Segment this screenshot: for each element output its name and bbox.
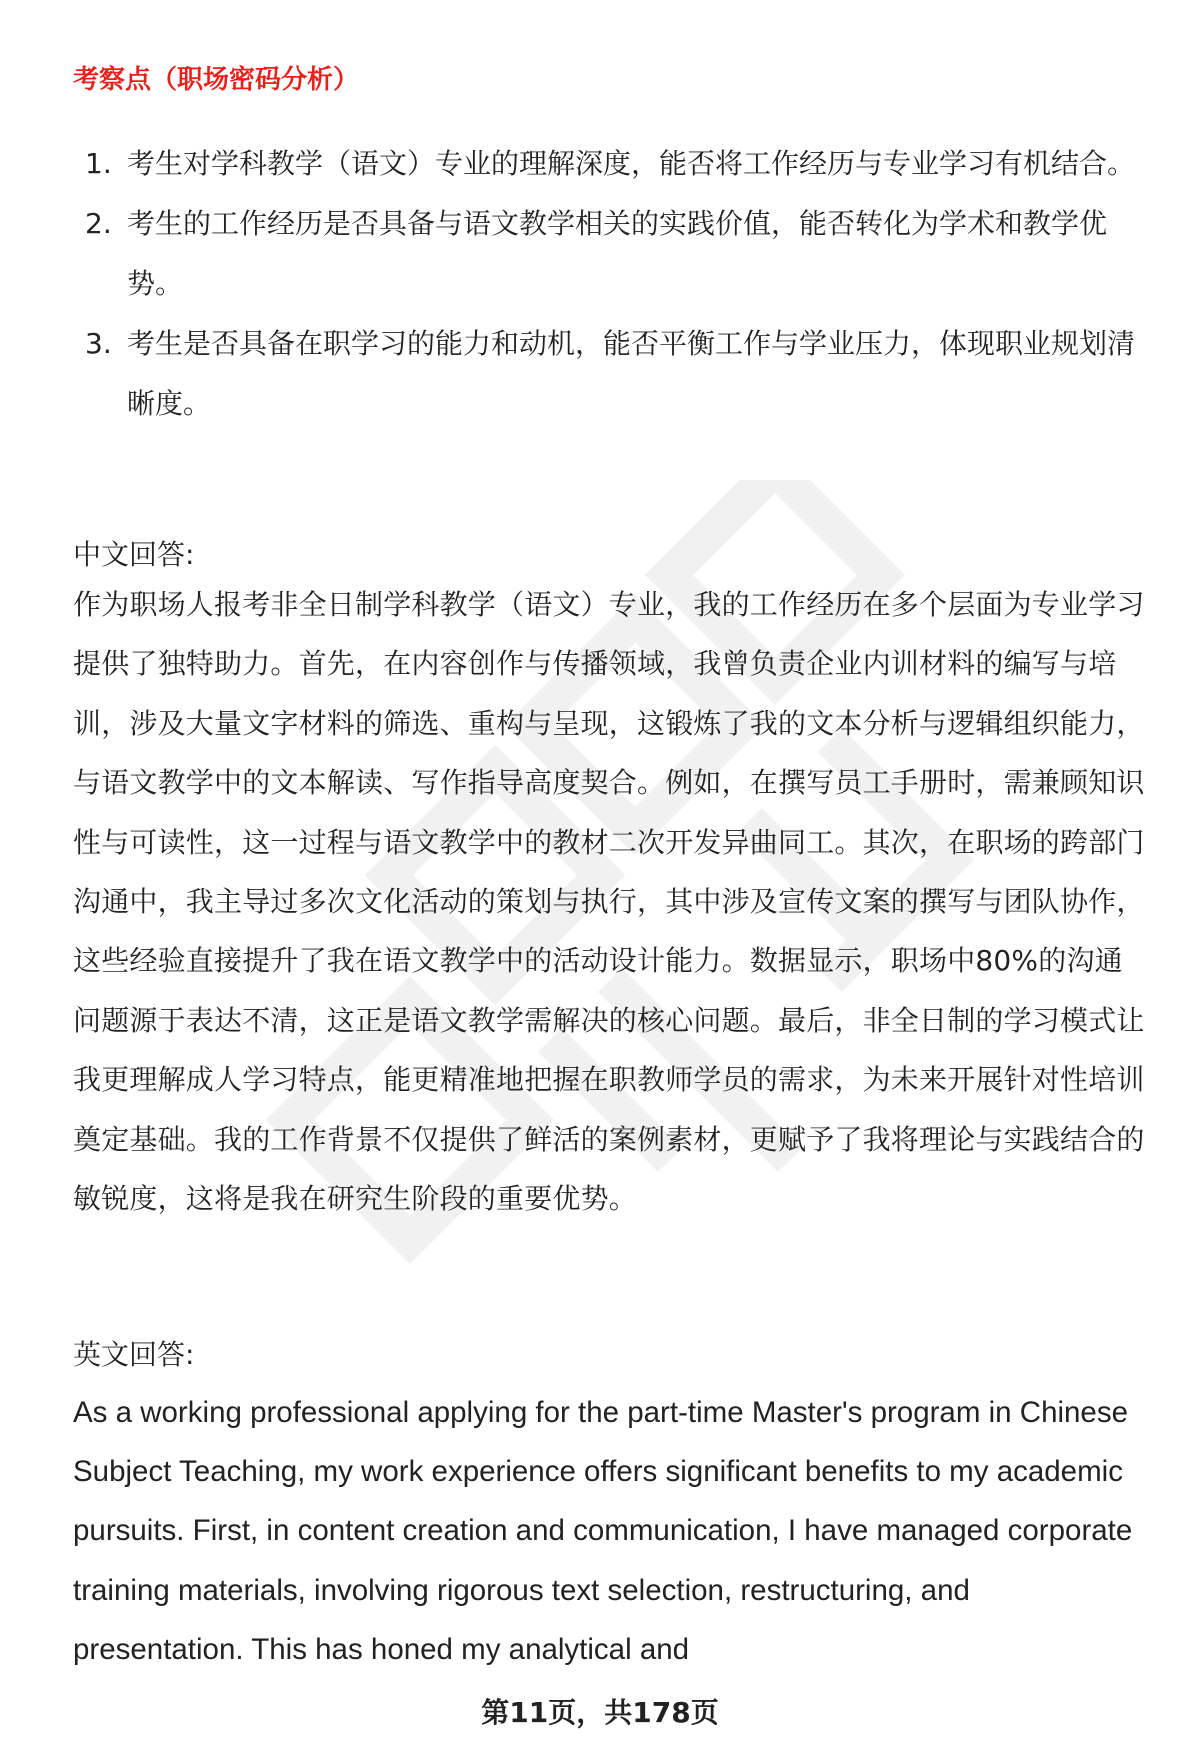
list-item-number: 1.	[85, 147, 112, 180]
list-item	[73, 134, 1143, 194]
list-item	[73, 314, 1143, 434]
page-number-footer: 第11页，共178页	[481, 1696, 719, 1729]
list-item-text: 考生是否具备在职学习的能力和动机，能否平衡工作与学业压力，体现职业规划清晰度。	[127, 327, 1136, 420]
list-item-number: 2.	[85, 207, 112, 240]
list-item-text: 考生对学科教学（语文）专业的理解深度，能否将工作经历与专业学习有机结合。	[127, 147, 1136, 180]
chinese-answer-text: 作为职场人报考非全日制学科教学（语文）专业，我的工作经历在多个层面为专业学习提供了独特助力。首先，在内容创作与传播领域，我曾负责企业内训材料的编写与培训，涉及大量文字材料的筛选、重构与呈现，这锻炼了我的文本分析与逻辑组织能力，与语文教学中的文本解读、写作指导高度契合。例如，在撰写员工手册时，需兼顾知识性与可读性，这一过程与语文教学中的教材二次开发异曲同工。其次，在职场的跨部门沟通中，我主导过多次文化活动的策划与执行，其中涉及宣传文案的撰写与团队协作，这些经验直接提升了我在语文教学中的活动设计能力。数据显示，职场中80%的沟通问题源于表达不清，这正是语文教学需解决的核心问题。最后，非全日制的学习模式让我更理解成人学习特点，能更精准地把握在职教师学员的需求，为未来开展针对性培训奠定基础。我的工作背景不仅提供了鲜活的案例素材，更赋予了我将理论与实践结合的敏锐度，这将是我在研究生阶段的重要优势。	[73, 588, 1145, 1216]
list-item	[73, 194, 1143, 314]
assessment-points-list	[73, 134, 1143, 434]
list-item-text: 考生的工作经历是否具备与语文教学相关的实践价值，能否转化为学术和教学优势。	[127, 207, 1108, 300]
list-item-number: 3.	[85, 327, 112, 360]
chinese-answer-label: 中文回答:	[73, 538, 195, 571]
english-answer-label: 英文回答:	[73, 1338, 195, 1371]
english-answer-text: As a working professional applying for the part-time Master's program in Chinese Subject Teaching, my work experience offers significant benefits to my academic pursuits. First, in content creation and communication, I have managed corporate training materials, involving rigorous text selection, restructuring, and presentation. This has honed my analytical and	[73, 1396, 1133, 1666]
section-title: 考察点（职场密码分析）	[73, 65, 360, 95]
